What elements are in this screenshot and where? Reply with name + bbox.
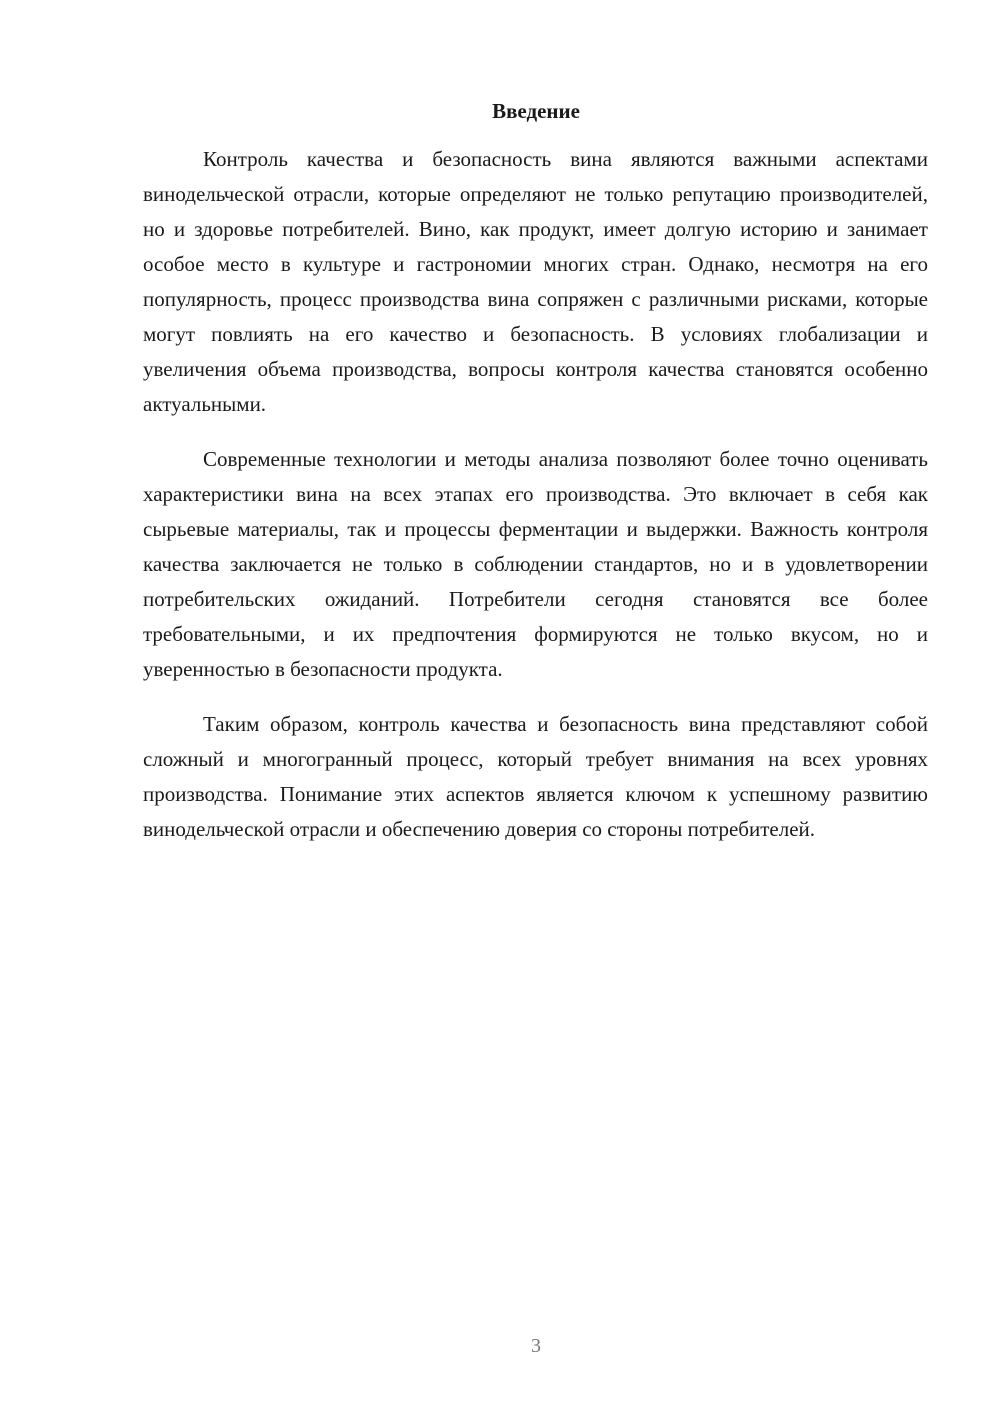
paragraph-1: Контроль качества и безопасность вина являются важными аспектами винодельческой отрасли, которые определяют не только репутацию производителей, но и здоровье потребителей. Вино, как продукт, имеет долгую историю и занимает особое место в культуре и гастрономии многих стран. Однако, несмотря на его популярность, процесс производства вина сопряжен с различными рисками, которые могут повлиять на его качество и безопасность. В условиях глобализации и увеличения объема производства, вопросы контроля качества становятся особенно актуальными. (143, 147, 928, 416)
page-number: 3 (531, 1335, 541, 1357)
body-text (143, 142, 928, 867)
section-title: Введение (492, 99, 580, 123)
paragraph-2: Современные технологии и методы анализа позволяют более точно оценивать характеристики вина на всех этапах его производства. Это включает в себя как сырьевые материалы, так и процессы ферментации и выдержки. Важность контроля качества заключается не только в соблюдении стандартов, но и в удовлетворении потребительских ожиданий. Потребители сегодня становятся все более требовательными, и их предпочтения формируются не только вкусом, но и уверенностью в безопасности продукта. (143, 447, 928, 681)
paragraph-3: Таким образом, контроль качества и безопасность вина представляют собой сложный и многогранный процесс, который требует внимания на всех уровнях производства. Понимание этих аспектов является ключом к успешному развитию винодельческой отрасли и обеспечению доверия со стороны потребителей. (143, 712, 928, 841)
